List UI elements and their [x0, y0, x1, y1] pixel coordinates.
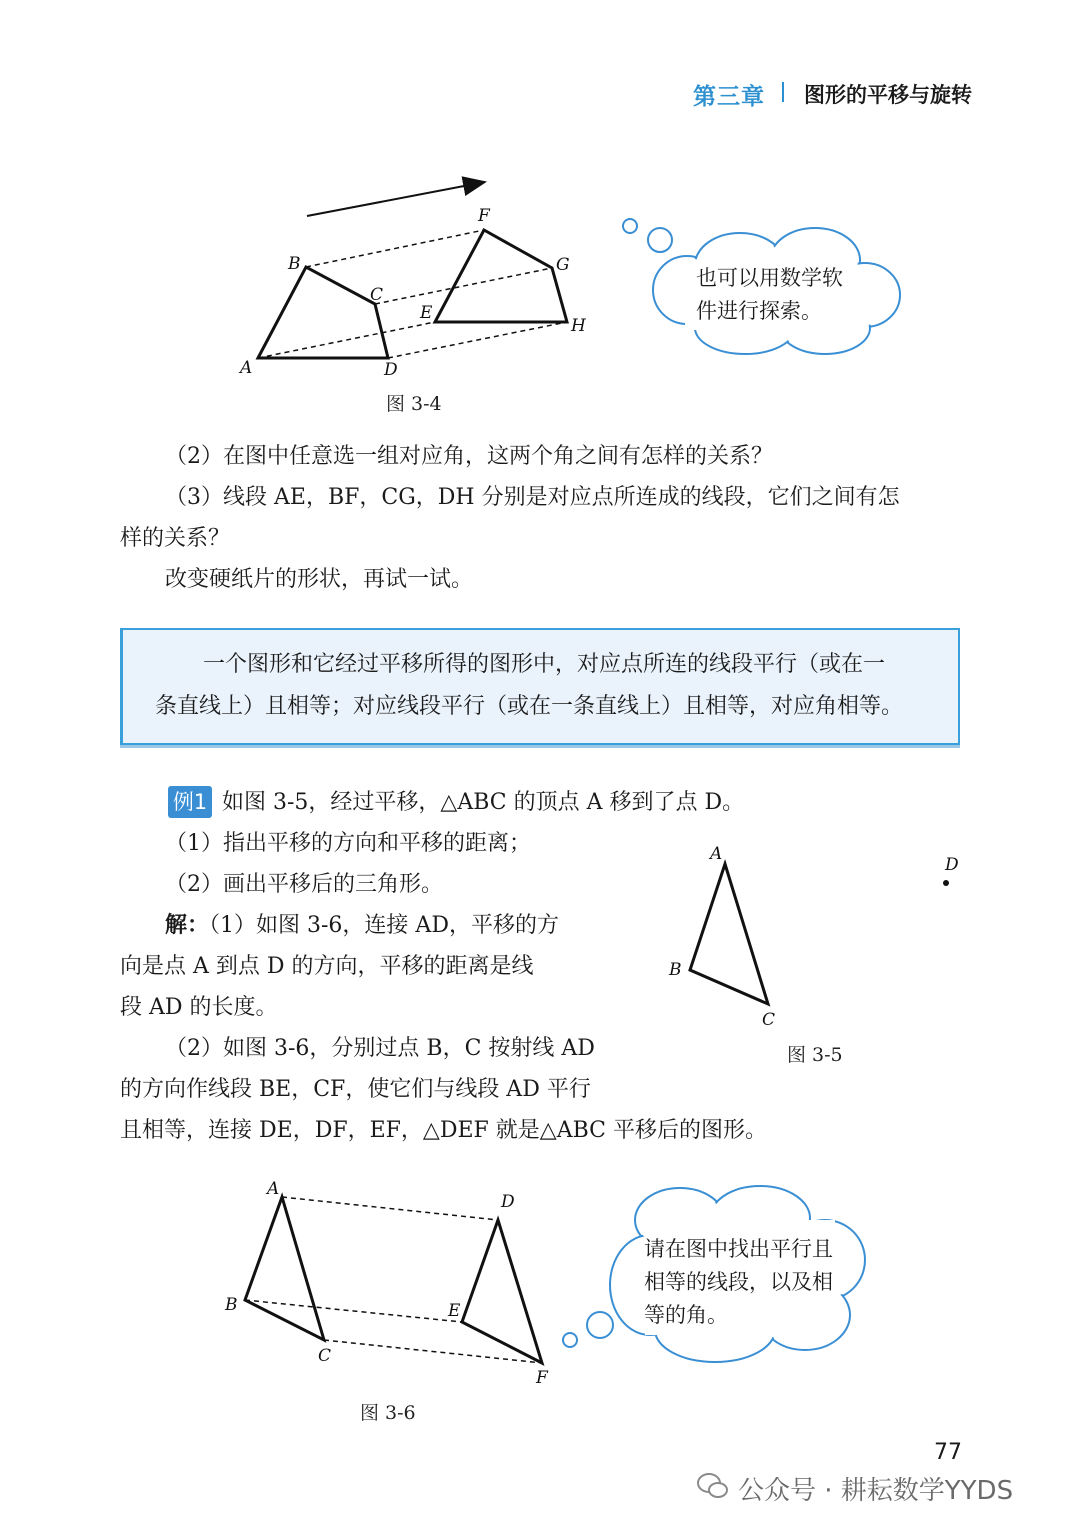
header-divider	[782, 82, 784, 102]
figure-3-4-caption: 图 3-4	[386, 393, 442, 415]
solution-1-line-2: 向是点 A 到点 D 的方向，平移的距离是线	[120, 954, 534, 979]
example-badge: 例1	[168, 786, 212, 818]
label-b: B	[669, 960, 682, 980]
label-b: B	[288, 254, 301, 274]
question-2: （2）在图中任意选一组对应角，这两个角之间有怎样的关系？	[165, 444, 773, 469]
label-b: B	[225, 1295, 238, 1315]
conclusion-box	[120, 628, 960, 745]
solution-1-line-1	[165, 905, 559, 946]
example-intro: 如图 3-5，经过平移，△ABC 的顶点 A 移到了点 D。	[222, 790, 745, 815]
cloud-1-text	[696, 262, 843, 328]
label-d: D	[945, 855, 959, 875]
triangle-def	[462, 1220, 542, 1363]
label-c: C	[370, 285, 384, 305]
label-f: F	[536, 1368, 548, 1388]
chapter-label: 第三章	[693, 84, 765, 110]
chapter-title: 图形的平移与旋转	[804, 83, 972, 107]
label-g: G	[556, 255, 570, 275]
cloud-2-line-1: 请在图中找出平行且	[644, 1237, 833, 1261]
label-c: C	[318, 1346, 332, 1366]
solution-1-line-3: 段 AD 的长度。	[120, 995, 278, 1020]
translation-arrow	[307, 182, 485, 216]
figure-3-6-caption: 图 3-6	[360, 1402, 416, 1424]
question-3-line-1: （3）线段 AE，BF，CG，DH 分别是对应点所连成的线段，它们之间有怎	[165, 485, 900, 510]
solution-label: 解：	[165, 912, 210, 938]
figure-3-6	[220, 1175, 580, 1390]
label-d: D	[501, 1192, 515, 1212]
cloud-1-line-2: 件进行探索。	[696, 299, 822, 323]
question-3-line-2: 样的关系？	[120, 526, 231, 551]
figure-3-4	[230, 170, 610, 390]
cloud-2-line-2: 相等的线段，以及相	[644, 1270, 833, 1294]
label-d: D	[384, 360, 398, 380]
label-c: C	[762, 1010, 776, 1030]
label-a: A	[240, 358, 253, 378]
cloud-2-line-3: 等的角。	[644, 1303, 728, 1327]
label-f: F	[478, 206, 490, 226]
conclusion-line-1: 一个图形和它经过平移所得的图形中，对应点所连的线段平行（或在一	[203, 652, 886, 677]
conclusion-line-2: 条直线上）且相等；对应线段平行（或在一条直线上）且相等，对应角相等。	[155, 694, 904, 719]
label-e: E	[420, 303, 433, 323]
label-h: H	[571, 316, 586, 336]
retry-instruction: 改变硬纸片的形状，再试一试。	[165, 567, 474, 592]
watermark-text: 公众号 · 耕耘数学YYDS	[738, 1476, 1014, 1506]
label-e: E	[448, 1301, 461, 1321]
example-task-2: （2）画出平移后的三角形。	[165, 872, 443, 897]
figure-3-5	[660, 840, 980, 1040]
wechat-icon	[697, 1472, 729, 1500]
solution-2-line-1: （2）如图 3-6，分别过点 B，C 按射线 AD	[165, 1036, 595, 1061]
triangle-abc	[690, 864, 768, 1004]
example-task-1: （1）指出平移的方向和平移的距离；	[165, 831, 531, 856]
solution-1-text: （1）如图 3-6，连接 AD，平移的方	[209, 913, 559, 938]
cloud-1-line-1: 也可以用数学软	[696, 266, 843, 290]
triangle-abc	[245, 1197, 324, 1340]
solution-2-line-3: 且相等，连接 DE，DF，EF，△DEF 就是△ABC 平移后的图形。	[120, 1118, 768, 1143]
page-number: 77	[934, 1440, 962, 1465]
label-a: A	[710, 844, 723, 864]
label-a: A	[267, 1179, 280, 1199]
cloud-2-text	[644, 1233, 833, 1332]
figure-3-5-caption: 图 3-5	[787, 1044, 843, 1066]
quadrilateral-efgh	[435, 230, 567, 322]
point-d	[943, 880, 949, 886]
solution-2-line-2: 的方向作线段 BE，CF，使它们与线段 AD 平行	[120, 1077, 591, 1102]
